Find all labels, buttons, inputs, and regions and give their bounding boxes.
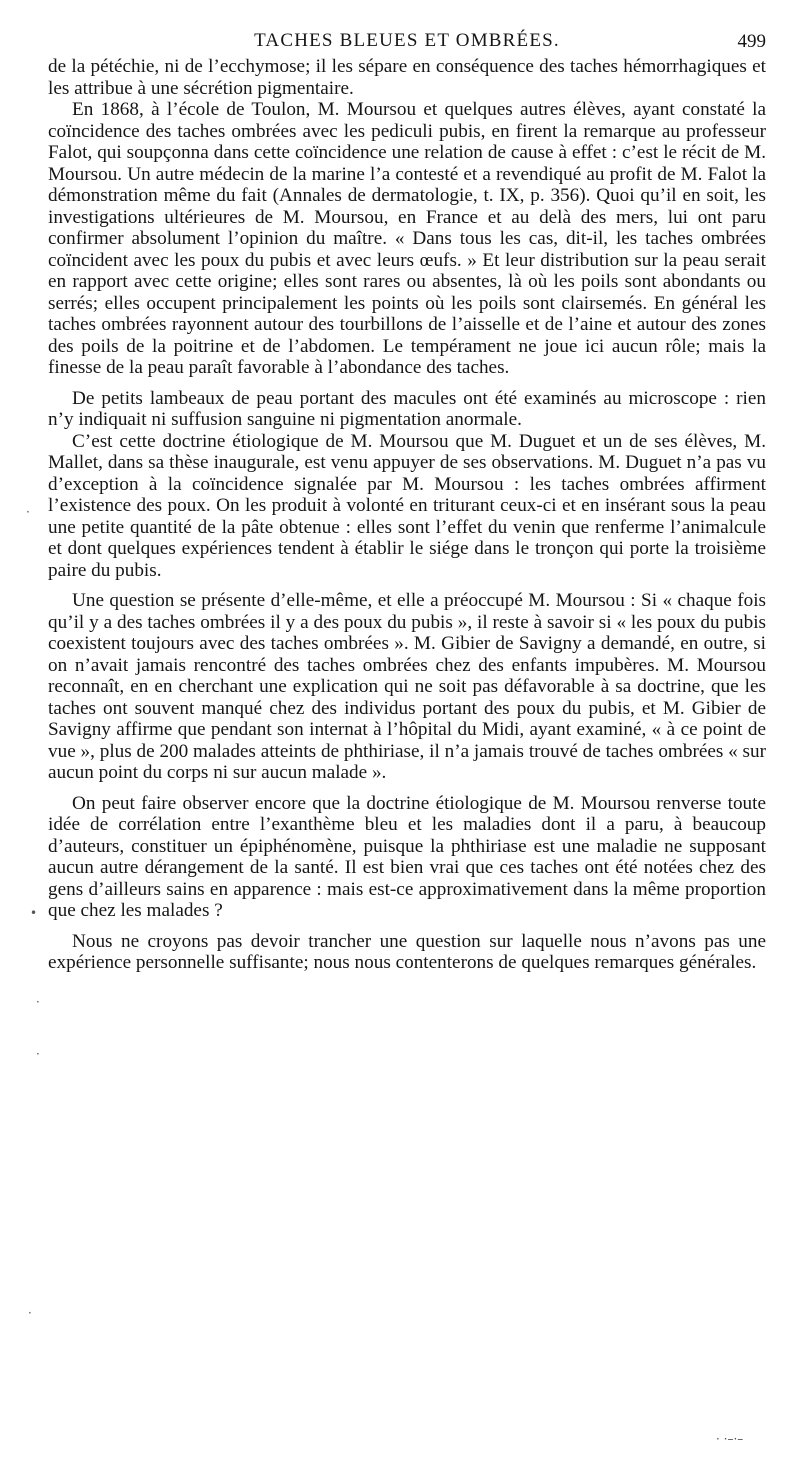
paragraph-microscope: De petits lambeaux de peau portant des macules ont été examinés au microscope : rien n’y indiquait ni suffusion sanguine ni pigmentation anormale. [48, 387, 766, 430]
scan-speck: · [36, 995, 40, 1009]
book-page [48, 30, 766, 974]
scan-speck: • [30, 906, 38, 920]
running-title: TACHES BLEUES ET OMBRÉES. [254, 30, 560, 51]
paragraph-continuation: de la pétéchie, ni de l’ecchymose; il les sépare en conséquence des taches hémorrhagiques et les attribue à une sécrétion pigmentaire. [48, 56, 766, 99]
scan-speck: · ·–·– [716, 1432, 744, 1446]
scan-speck: · [26, 505, 30, 519]
paragraph-question: Une question se présente d’elle-même, et elle a préoccupé M. Moursou : Si « chaque fois qu’il y a des taches ombrées il y a des poux du pubis », il reste à savoir si « les poux du pubis coexistent toujours avec des taches ombrées ». M. Gibier de Savigny a demandé, en outre, si on n’avait jamais rencontré des taches ombrées chez des enfants impubères. M. Moursou reconnaît, en en cherchant une explication qui ne soit pas défavorable à sa doctrine, que les taches ont souvent manqué chez des individus portant des poux du pubis, et M. Gibier de Savigny affirme que pendant son internat à l’hôpital du Midi, ayant examiné, « à ce point de vue », plus de 200 malades atteints de phthiriase, il n’a jamais trouvé de taches ombrées « sur aucun point du corps ni sur aucun malade ». [48, 590, 766, 783]
scan-speck: · [36, 1047, 40, 1061]
scan-speck: · [28, 1306, 32, 1320]
paragraph-observation: On peut faire observer encore que la doctrine étiologique de M. Moursou renverse toute idée de corrélation entre l’exanthème bleu et les maladies dont il a paru, à beaucoup d’auteurs, constituer un épiphénomène, puisque la phthiriase est une maladie ne supposant aucun autre dérangement de la santé. Il est bien vrai que ces taches ont été notées chez des gens d’ailleurs sains en apparence : mais est-ce approximativement dans la même proportion que chez les malades ? [48, 792, 766, 921]
body-text [48, 56, 766, 974]
paragraph-moursou-toulon: En 1868, à l’école de Toulon, M. Moursou et quelques autres élèves, ayant constaté la coïncidence des taches ombrées avec les pediculi pubis, en firent la remarque au professeur Falot, qui soupçonna dans cette coïncidence une relation de cause à effet : c’est le récit de M. Moursou. Un autre médecin de la marine l’a contesté et a revendiqué au profit de M. Falot la démonstration même du fait (Annales de dermatologie, t. IX, p. 356). Quoi qu’il en soit, les investigations ultérieures de M. Moursou, en France et au delà des mers, lui ont paru confirmer absolument l’opinion du maître. « Dans tous les cas, dit-il, les taches ombrées coïncident avec les poux du pubis et avec leurs œufs. » Et leur distribution sur la peau serait en rapport avec cette origine; elles sont rares ou absentes, là où les poils sont abondants ou serrés; elles occupent principalement les points où les poils sont clairsemés. En général les taches ombrées rayonnent autour des tourbillons de l’aisselle et de l’aine et autour des zones des poils de la poitrine et de l’abdomen. Le tempérament ne joue ici aucun rôle; mais la finesse de la peau paraît favorable à l’abondance des taches. [48, 99, 766, 378]
running-head [48, 30, 766, 56]
paragraph-duguet: C’est cette doctrine étiologique de M. Moursou que M. Duguet et un de ses élèves, M. Mallet, dans sa thèse inaugurale, est venu appuyer de ses observations. M. Duguet n’a pas vu d’exception à la coïncidence signalée par M. Moursou : les taches ombrées affirment l’existence des poux. On les produit à volonté en triturant ceux-ci et en insérant sous la peau une petite quantité de la pâte obtenue : elles sont l’effet du venin que renferme l’animalcule et dont quelques expériences tendent à établir le siége dans le tronçon qui porte la troisième paire du pubis. [48, 430, 766, 581]
page-number: 499 [737, 31, 766, 52]
paragraph-conclusion: Nous ne croyons pas devoir trancher une question sur laquelle nous n’avons pas une expérience personnelle suffisante; nous nous contenterons de quelques remarques générales. [48, 930, 766, 973]
